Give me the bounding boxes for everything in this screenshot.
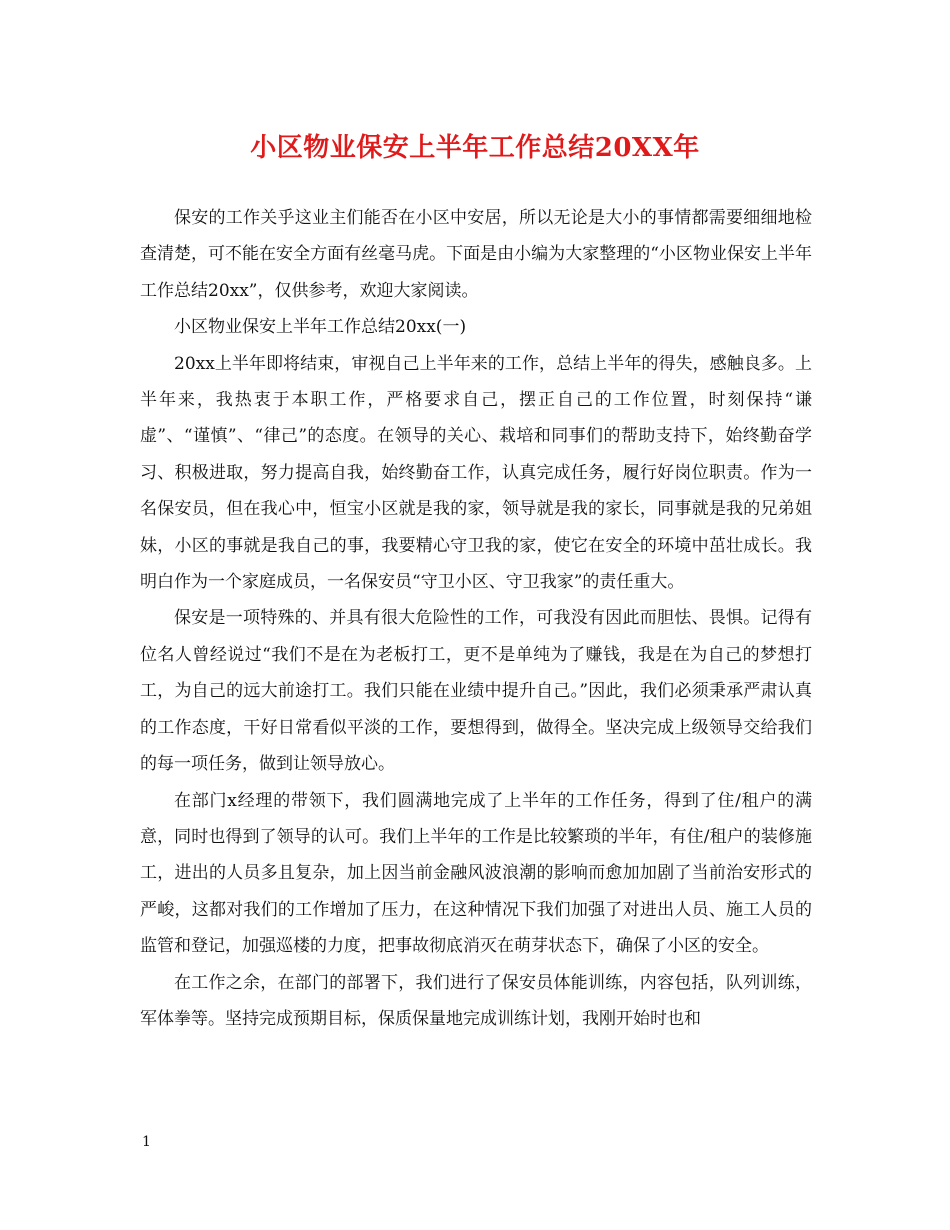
page-number: 1 <box>142 1134 151 1150</box>
paragraph-body: 在部门x经理的带领下，我们圆满地完成了上半年的工作任务，得到了住/租户的满意，同时也得到了领导的认可。我们上半年的工作是比较繁琐的半年，有住/租户的装修施工，进出的人员多且复杂，加上因当前金融风波浪潮的影响而愈加加剧了当前治安形式的严峻，这都对我们的工作增加了压力，在这种情况下我们加强了对进出人员、施工人员的监管和登记，加强巡楼的力度，把事故彻底消灭在萌芽状态下，确保了小区的安全。 <box>140 790 812 957</box>
paragraph-body: 20xx上半年即将结束，审视自己上半年来的工作，总结上半年的得失，感触良多。上半年来，我热衷于本职工作，严格要求自己，摆正自己的工作位置，时刻保持“谦虚”、“谨慎”、“律己”的态度。在领导的关心、栽培和同事们的帮助支持下，始终勤奋学习、积极进取，努力提高自我，始终勤奋工作，认真完成任务，履行好岗位职责。作为一名保安员，但在我心中，恒宝小区就是我的家，领导就是我的家长，同事就是我的兄弟姐妹，小区的事就是我自己的事，我要精心守卫我的家，使它在安全的环境中茁壮成长。我明白作为一个家庭成员，一名保安员“守卫小区、守卫我家”的责任重大。 <box>140 353 812 593</box>
document-title: 小区物业保安上半年工作总结20XX年 <box>250 133 700 163</box>
section-heading: 小区物业保安上半年工作总结20xx(一) <box>174 317 467 338</box>
paragraph-body: 保安是一项特殊的、并具有很大危险性的工作，可我没有因此而胆怯、畏惧。记得有位名人曾经说过“我们不是在为老板打工，更不是单纯为了赚钱，我是在为自己的梦想打工，为自己的远大前途打工。我们只能在业绩中提升自己。”因此，我们必须秉承严肃认真的工作态度，干好日常看似平淡的工作，要想得到，做得全。坚决完成上级领导交给我们的每一项任务，做到让领导放心。 <box>140 608 812 775</box>
paragraph-body: 在工作之余，在部门的部署下，我们进行了保安员体能训练，内容包括，队列训练，军体拳等。坚持完成预期目标，保质保量地完成训练计划，我刚开始时也和 <box>140 972 812 1029</box>
paragraph-intro: 保安的工作关乎这业主们能否在小区中安居，所以无论是大小的事情都需要细细地检查清楚，可不能在安全方面有丝毫马虎。下面是由小编为大家整理的“小区物业保安上半年工作总结20xx”，仅供参考，欢迎大家阅读。 <box>140 208 812 301</box>
document-body <box>140 200 812 1037</box>
